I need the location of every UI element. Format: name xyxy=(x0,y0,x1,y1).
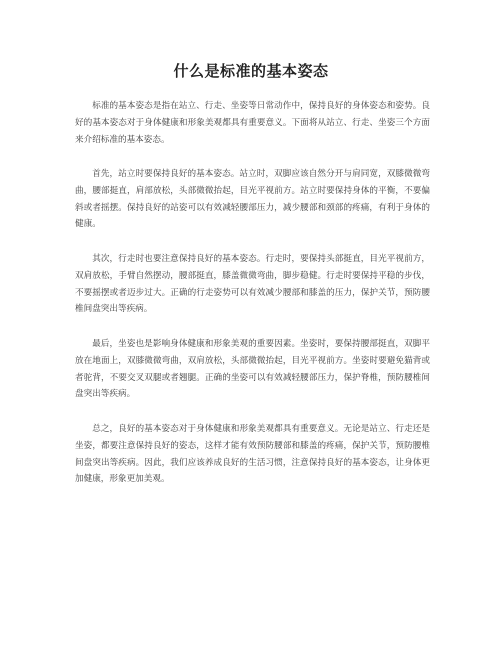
paragraph-sitting: 最后，坐姿也是影响身体健康和形象美观的重要因素。坐姿时，要保持腰部挺直，双脚平放在地面上，双膝微微弯曲，双肩放松，头部微微抬起，目光平视前方。坐姿时要避免猫背或者驼背，不要交叉双腿或者翘腿。正确的坐姿可以有效减轻腰部压力，保护脊椎，预防腰椎间盘突出等疾病。 xyxy=(75,339,430,400)
paragraph-walking: 其次，行走时也要注意保持良好的基本姿态。行走时，要保持头部挺直，目光平视前方，双肩放松，手臂自然摆动，腰部挺直，膝盖微微弯曲，脚步稳健。行走时要保持平稳的步伐，不要摇摆或者迈步过大。正确的行走姿势可以有效减少腰部和膝盖的压力，保护关节，预防腰椎间盘突出等疾病。 xyxy=(75,254,430,315)
paragraph-conclusion: 总之，良好的基本姿态对于身体健康和形象美观都具有重要意义。无论是站立、行走还是坐姿，都要注意保持良好的姿态，这样才能有效预防腰部和膝盖的疼痛，保护关节，预防腰椎间盘突出等疾病。因此，我们应该养成良好的生活习惯，注意保持良好的基本姿态，让身体更加健康，形象更加美观。 xyxy=(75,424,430,485)
paragraph-standing: 首先，站立时要保持良好的基本姿态。站立时，双脚应该自然分开与肩同宽，双膝微微弯曲，腰部挺直，肩部放松，头部微微抬起，目光平视前方。站立时要保持身体的平衡，不要偏斜或者摇摆。保持良好的站姿可以有效减轻腰部压力，减少腰部和颈部的疼痛，有利于身体的健康。 xyxy=(75,169,430,230)
paragraph-intro: 标准的基本姿态是指在站立、行走、坐姿等日常动作中，保持良好的身体姿态和姿势。良好的基本姿态对于身体健康和形象美观都具有重要意义。下面将从站立、行走、坐姿三个方面来介绍标准的基本姿态。 xyxy=(75,101,430,145)
document-title: 什么是标准的基本姿态 xyxy=(173,62,329,80)
